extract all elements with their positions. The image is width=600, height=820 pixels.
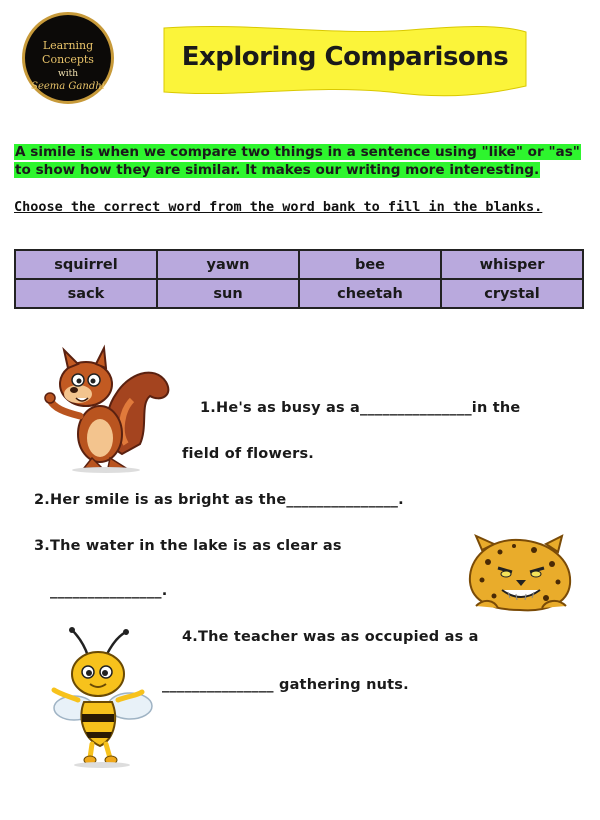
question-3-line-1: 3.The water in the lake is as clear as bbox=[34, 538, 342, 554]
word-bank-row bbox=[15, 250, 583, 279]
question-1-line-2: field of flowers. bbox=[182, 446, 314, 462]
question-4-line-2: _______________ gathering nuts. bbox=[162, 677, 409, 693]
logo-line-3: with bbox=[58, 69, 78, 79]
question-1-line-1: 1.He's as busy as a_______________in the bbox=[200, 400, 521, 416]
title-banner bbox=[160, 22, 530, 100]
cheetah-icon bbox=[464, 532, 576, 618]
word-bank-row bbox=[15, 279, 583, 308]
logo-line-1: Learning bbox=[42, 39, 94, 52]
word-bank-cell: sack bbox=[15, 279, 157, 308]
intro-highlight: A simile is when we compare two things in a sentence using "like" or "as" to show how they are similar. It makes our writing more interesting. bbox=[15, 144, 580, 178]
word-bank-cell: whisper bbox=[441, 250, 583, 279]
intro-text bbox=[14, 143, 589, 179]
logo-line-4: Seema Gandhi bbox=[31, 81, 105, 92]
bee-icon bbox=[48, 626, 158, 772]
word-bank-table bbox=[14, 249, 584, 309]
squirrel-icon bbox=[44, 344, 174, 478]
question-4-line-1: 4.The teacher was as occupied as a bbox=[182, 629, 479, 645]
word-bank-cell: bee bbox=[299, 250, 441, 279]
brand-logo bbox=[22, 12, 114, 104]
word-bank-cell: yawn bbox=[157, 250, 299, 279]
instruction-text: Choose the correct word from the word bank to fill in the blanks. bbox=[14, 199, 543, 215]
question-2: 2.Her smile is as bright as the_______________. bbox=[34, 492, 404, 508]
logo-line-2: Concepts bbox=[42, 53, 94, 66]
page-title: Exploring Comparisons bbox=[181, 42, 509, 72]
word-bank-cell: crystal bbox=[441, 279, 583, 308]
question-3-line-2: _______________. bbox=[50, 583, 168, 599]
word-bank-cell: squirrel bbox=[15, 250, 157, 279]
word-bank-cell: cheetah bbox=[299, 279, 441, 308]
word-bank-cell: sun bbox=[157, 279, 299, 308]
